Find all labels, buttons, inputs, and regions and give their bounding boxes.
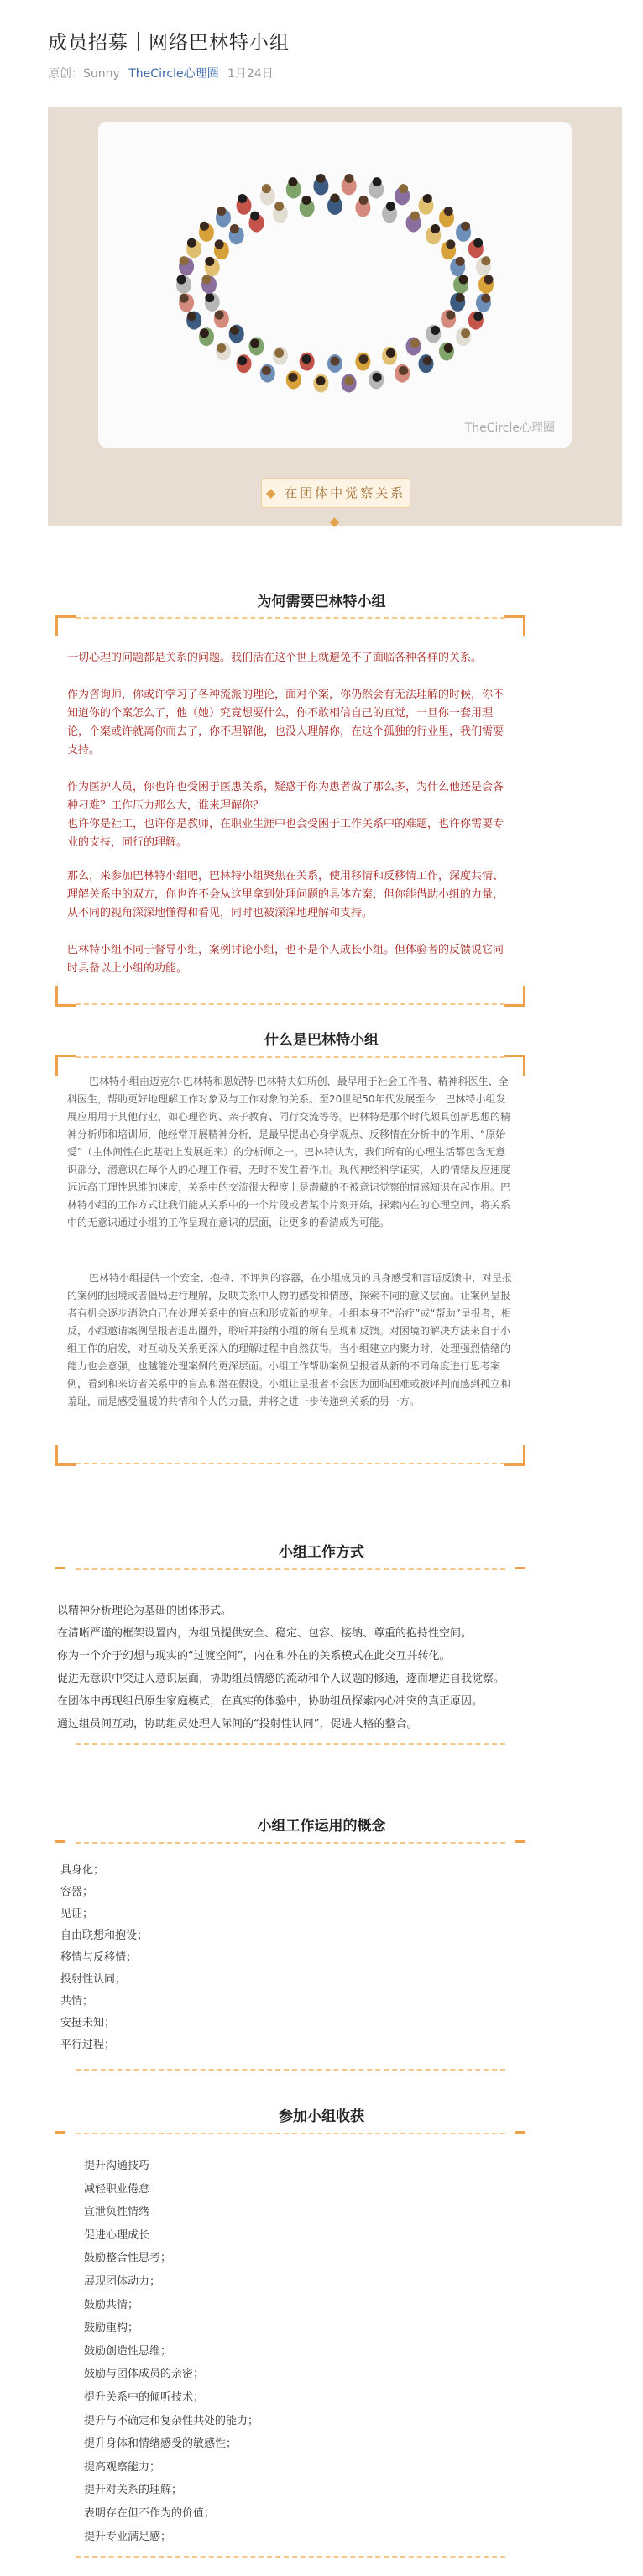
why-paragraph-2: 作为咨询师，你或许学习了各种流派的理论，面对个案，你仍然会有无法理解的时候，你不知道你的个案怎么了，他（她）究竟想要什么，你不敢相信自己的直觉，一旦你一套用理论，个案或许就离你而去了，你不理解他，也没人理解你，在这个孤独的行业里，我们需要支持。 bbox=[67, 689, 504, 757]
person-head bbox=[461, 328, 470, 338]
method-item: 促进无意识中突进入意识层面，协助组员情感的流动和个人议题的修通，逐而增进自我觉察。 bbox=[57, 1673, 505, 1685]
person-head bbox=[386, 348, 395, 358]
watermark: TheCircle心理圈 bbox=[464, 421, 555, 435]
method-item: 在团体中再现组员原生家庭模式，在真实的体验中，协助组员探索内心冲突的真正原因。 bbox=[57, 1695, 484, 1708]
person-head bbox=[274, 348, 284, 358]
gain-item: 鼓励整合性思考； bbox=[84, 2252, 172, 2265]
person-head bbox=[187, 312, 196, 321]
what-paragraph-2: 巴林特小组提供一个安全、抱持、不评判的容器，在小组成员的具身感受和言语反馈中，对呈报的案例的困境或者僵局进行理解，反映关系中人物的感受和情感，探索不同的意义层面。让案例呈报者有机会逐步消除自己在处理关系中的盲点和形成新的视角。小组本身不“治疗”或“帮助”呈报者，相反，小组邀请案例呈报者退出圈外，聆听并接纳小组的所有呈现和反馈。对困境的解决方法来自于小组工作的启发，对互动及关系更深入的理解过程中自然获得。当小组建立内聚力时，处理强烈情绪的能力也会意强，也越能处理案例的更深层面。小组工作帮助案例呈报者从新的不同角度进行思考案例，看到和来访者关系中的盲点和潜在假设。小组让呈报者不会因为面临困难或被评判而感到孤立和羞耻，而是感受温暖的共情和个人的力量，并将之进一步传递到关系的另一方。 bbox=[67, 1272, 513, 1407]
gain-item: 表明存在但不作为的价值； bbox=[84, 2506, 216, 2520]
hero-caption: ◆ 在团体中觉察关系 ◆ bbox=[261, 478, 410, 508]
gain-item: 鼓励共情； bbox=[84, 2298, 139, 2312]
section-title-concepts: 小组工作运用的概念 bbox=[257, 1818, 386, 1835]
gain-item: 减轻职业倦怠 bbox=[84, 2182, 150, 2196]
person-head bbox=[215, 239, 224, 249]
method-list bbox=[57, 1600, 527, 1736]
person-head bbox=[473, 238, 483, 248]
why-paragraph-4: 也许你是社工，也许你是教师，在职业生涯中也会受困于工作关系中的难题，也许你需要专业的支持，同行的理解。 bbox=[67, 818, 504, 849]
person-head bbox=[481, 294, 490, 303]
concept-item: 自由联想和抱设； bbox=[60, 1929, 149, 1942]
gain-item: 提升身体和情绪感受的敏感性； bbox=[84, 2437, 238, 2451]
gain-item: 提升沟通技巧 bbox=[84, 2160, 150, 2172]
person-head bbox=[456, 293, 465, 302]
person-head bbox=[274, 202, 284, 211]
person-head bbox=[386, 202, 395, 211]
publish-date: 1月24日 bbox=[227, 67, 274, 81]
person-head bbox=[446, 239, 455, 249]
person-head bbox=[180, 256, 189, 265]
why-paragraph-6: 巴林特小组不同于督导小组，案例讨论小组，也不是个人成长小组。但体验者的反馈说它同时具备以上小组的功能。 bbox=[67, 944, 504, 975]
gains-list bbox=[84, 2155, 259, 2548]
concept-item: 容器； bbox=[60, 1886, 94, 1898]
article-source: 原创：Sunny bbox=[48, 67, 120, 81]
gain-item: 鼓励创造性思维； bbox=[84, 2344, 172, 2358]
person-head bbox=[205, 257, 214, 266]
section-title-method: 小组工作方式 bbox=[279, 1544, 364, 1561]
concept-item: 见证； bbox=[60, 1908, 94, 1920]
gain-item: 鼓励重构； bbox=[84, 2322, 139, 2335]
section-title-gains: 参加小组收获 bbox=[279, 2108, 364, 2125]
people-circle-illustration bbox=[167, 172, 503, 397]
person-head bbox=[431, 326, 440, 335]
person-head bbox=[331, 194, 340, 203]
hero-photo bbox=[98, 122, 572, 448]
person-head bbox=[399, 184, 408, 193]
person-head bbox=[316, 174, 326, 183]
concept-item: 投射性认同； bbox=[60, 1973, 127, 1986]
person-head bbox=[473, 312, 483, 321]
gain-item: 提升关系中的倾听技术； bbox=[84, 2390, 205, 2404]
person-head bbox=[202, 275, 212, 285]
gain-item: 促进心理成长 bbox=[84, 2228, 150, 2242]
person-head bbox=[459, 275, 468, 285]
person-head bbox=[410, 212, 420, 221]
person-head bbox=[301, 354, 311, 364]
concept-item: 平行过程； bbox=[60, 2039, 116, 2051]
person-head bbox=[301, 196, 311, 205]
person-head bbox=[344, 174, 353, 183]
person-head bbox=[177, 275, 186, 285]
gain-item: 展现团体动力； bbox=[84, 2275, 161, 2288]
person-head bbox=[423, 356, 432, 365]
person-head bbox=[431, 224, 440, 233]
person-head bbox=[230, 224, 239, 233]
concepts-list bbox=[60, 1860, 148, 2056]
person-head bbox=[331, 357, 340, 366]
what-paragraph-1: 巴林特小组由迈克尔·巴林特和恩妮特·巴林特夫妇所创，最早用于社会工作者、精神科医生、全科医生，帮助更好地理解工作对象及与工作对象的关系。至20世纪50年代发展至今，巴林特小组发展应用用于其他行业，如心理咨询、亲子教育、同行交流等等。巴林特是那个时代颇具创新思想的精神分析师和培训师，他经常开展精神分析，是最早提出心身学观点、反移情在分析中的作用、“原始爱”（主体间性在此基础上发展起来）的分析师之一。巴林特认为，我们所有的心理生活都包含无意识部分，潜意识在每个人的心理工作着，无时不发生着作用。现代神经科学证实，人的情绪反应速度远远高于理性思维的速度，关系中的交流很大程度上是潜藏的不被意识觉察的情感知识在起作用。巴林特小组的工作方式让我们能从关系中的一个片段或者某个片刻开始，探索内在的心理空间，将关系中的无意识通过小组的工作呈现在意识的层面，让更多的看清成为可能。 bbox=[67, 1076, 511, 1228]
concept-item: 安挺未知； bbox=[60, 2017, 116, 2029]
person-head bbox=[238, 356, 247, 365]
author-link[interactable]: TheCircle心理圈 bbox=[128, 67, 219, 81]
person-head bbox=[205, 293, 214, 302]
person-head bbox=[344, 376, 353, 385]
person-head bbox=[359, 196, 369, 205]
concept-item: 共情； bbox=[60, 1995, 94, 2008]
person-head bbox=[410, 338, 420, 348]
why-box bbox=[55, 615, 525, 1007]
what-box bbox=[55, 1055, 525, 1466]
person-head bbox=[373, 177, 382, 186]
person-head bbox=[180, 294, 189, 303]
method-item: 你为一个介于幻想与现实的“过渡空间”，内在和外在的关系模式在此交互并转化。 bbox=[57, 1650, 451, 1662]
gain-item: 提升专业满足感； bbox=[84, 2530, 172, 2543]
person-head bbox=[484, 275, 494, 285]
person-head bbox=[373, 373, 382, 382]
gain-item: 鼓励与团体成员的亲密； bbox=[84, 2368, 205, 2381]
hero-image bbox=[48, 107, 622, 529]
gain-item: 宣泄负性情绪 bbox=[84, 2206, 150, 2219]
person-head bbox=[262, 366, 271, 375]
person-head bbox=[250, 212, 259, 221]
concept-item: 具身化； bbox=[60, 1864, 105, 1877]
person-head bbox=[187, 238, 196, 248]
hero-caption-text: 在团体中觉察关系 bbox=[285, 485, 406, 500]
person-head bbox=[423, 194, 432, 203]
person-head bbox=[444, 207, 453, 216]
person-head bbox=[200, 222, 209, 231]
person-head bbox=[316, 376, 326, 385]
gain-item: 提升对关系的理解； bbox=[84, 2484, 183, 2497]
gain-item: 提高观察能力； bbox=[84, 2460, 161, 2474]
person-head bbox=[288, 373, 297, 382]
person-head bbox=[399, 366, 408, 375]
method-item: 在清晰严谨的框架设置内，为组员提供安全、稳定、包容、接纳、尊重的抱持性空间。 bbox=[57, 1627, 473, 1640]
gain-item: 提升与不确定和复杂性共处的能力； bbox=[84, 2414, 259, 2427]
concept-item: 移情与反移情； bbox=[60, 1951, 138, 1964]
person-head bbox=[250, 338, 259, 348]
method-item: 以精神分析理论为基础的团体形式。 bbox=[57, 1605, 233, 1617]
person-head bbox=[230, 326, 239, 335]
section-title-what: 什么是巴林特小组 bbox=[264, 1032, 379, 1049]
why-paragraph-5: 那么，来参加巴林特小组吧，巴林特小组聚焦在关系，使用移情和反移情工作，深度共情、理解关系中的双方，你也许不会从这里拿到处理问题的具体方案，但你能借助小组的力量，从不同的视角深深地懂得和看见，同时也被深深地理解和支持。 bbox=[67, 870, 504, 919]
person-head bbox=[238, 194, 247, 203]
person-head bbox=[217, 207, 226, 216]
why-paragraph-3: 作为医护人员，你也许也受困于医患关系，疑惑于你为患者做了那么多，为什么他还是会各种刁难？工作压力那么大，谁来理解你？ bbox=[67, 781, 504, 812]
person-head bbox=[359, 354, 369, 364]
person-head bbox=[288, 177, 297, 186]
article-title: 成员招募｜网络巴林特小组 bbox=[48, 32, 290, 54]
person-head bbox=[215, 311, 224, 320]
person-head bbox=[461, 222, 470, 231]
person-head bbox=[481, 256, 490, 265]
person-head bbox=[456, 257, 465, 266]
person-head bbox=[444, 343, 453, 353]
section-title-why: 为何需要巴林特小组 bbox=[257, 594, 386, 610]
method-item: 通过组员间互动，协助组员处理人际间的“投射性认同”，促进人格的整合。 bbox=[57, 1718, 418, 1730]
why-paragraph-1: 一切心理的问题都是关系的问题。我们活在这个世上就避免不了面临各种各样的关系。 bbox=[67, 652, 483, 664]
article-meta bbox=[48, 65, 274, 81]
person-head bbox=[200, 328, 209, 338]
person-head bbox=[217, 343, 226, 353]
person-head bbox=[446, 311, 455, 320]
person-head bbox=[262, 184, 271, 193]
